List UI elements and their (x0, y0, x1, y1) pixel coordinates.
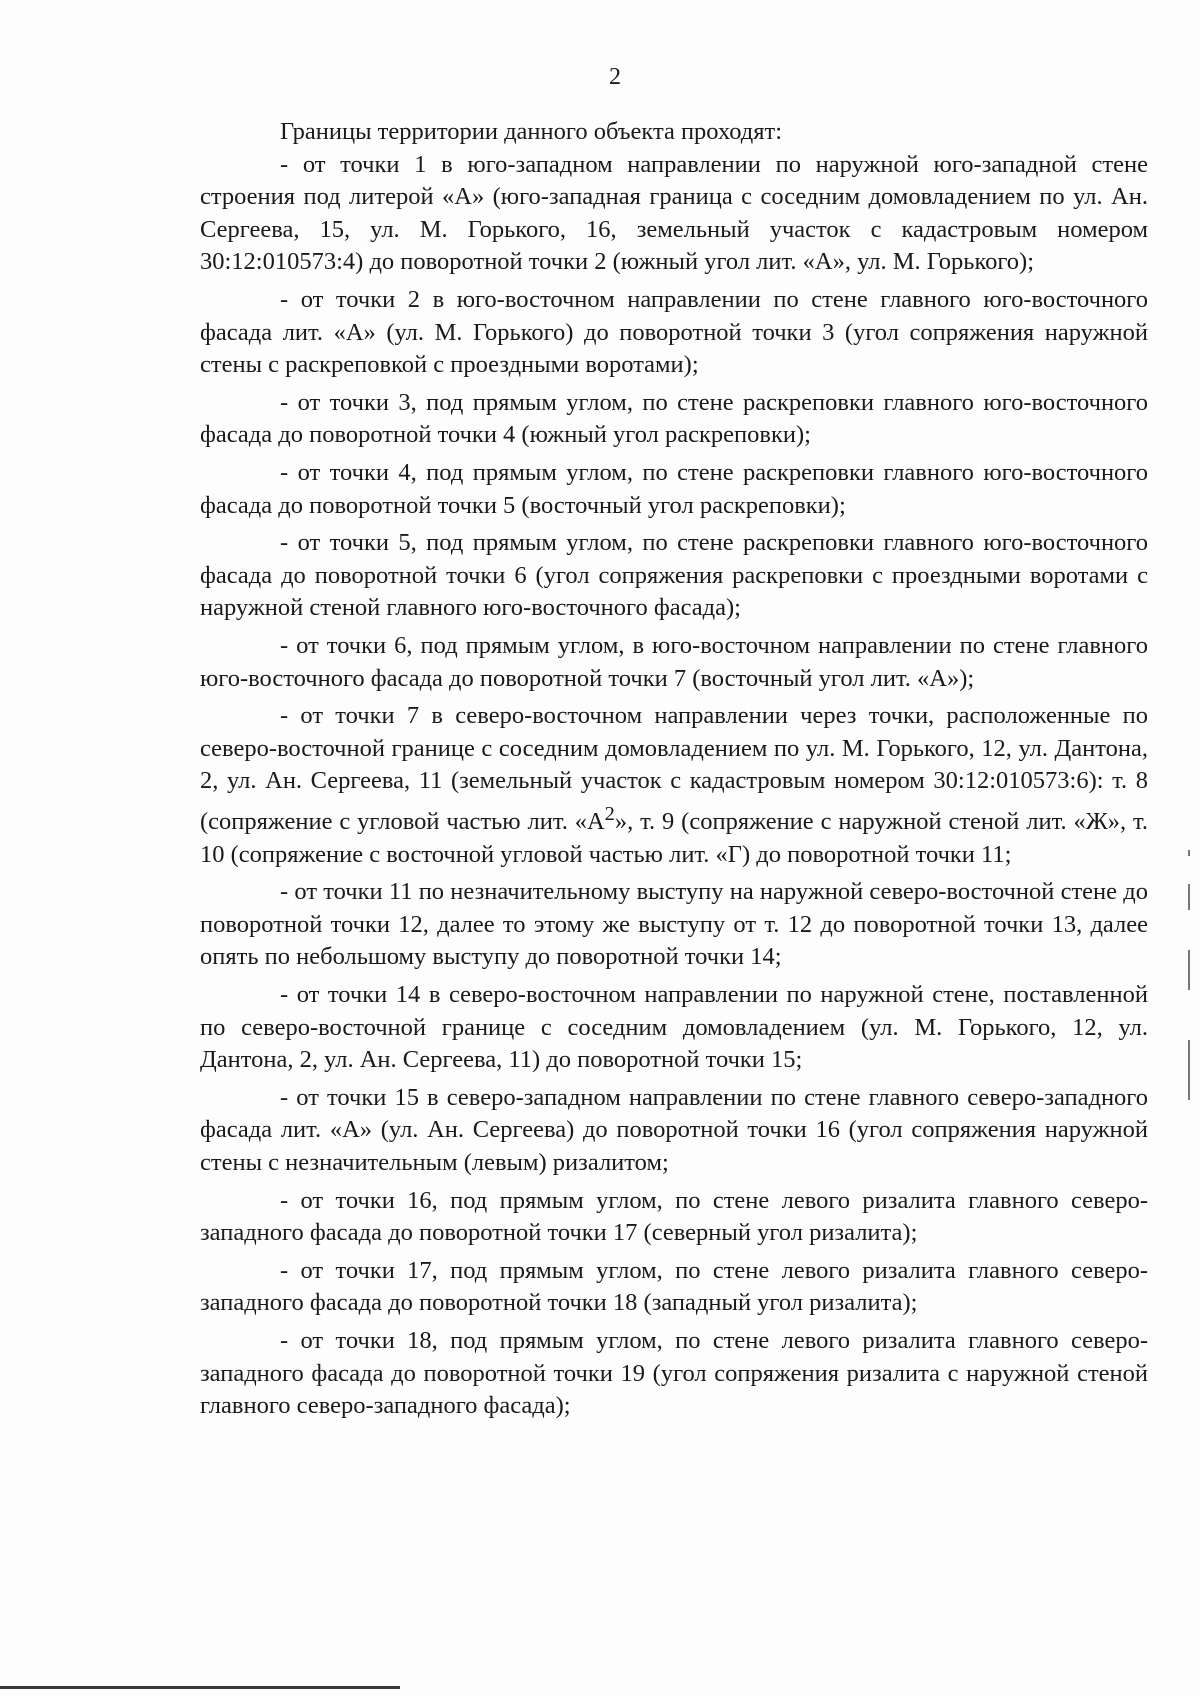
boundary-paragraph-4: - от точки 4, под прямым углом, по стене раскреповки главного юго-восточного фасада до поворотной точки 5 (восточный угол раскреповки); (200, 458, 1148, 519)
boundary-paragraph-7 (200, 700, 1148, 871)
superscript-2: 2 (604, 802, 615, 825)
scan-mark (1188, 884, 1190, 910)
boundary-paragraph-1: - от точки 1 в юго-западном направлении по наружной юго-западной стене строения под литерой «А» (юго-западная граница с соседним домовладением по ул. Ан. Сергеева, 15, ул. М. Горького, 16, земельный участок с кадастровым номером 30:12:010573:4) до поворотной точки 2 (южный угол лит. «А», ул. М. Горького); (200, 150, 1148, 276)
document-body (200, 116, 1148, 1428)
boundary-paragraph-5: - от точки 5, под прямым углом, по стене раскреповки главного юго-восточного фасада до поворотной точки 6 (угол сопряжения раскреповки с проездными воротами с наружной стеной главного юго-восточного фасада); (200, 529, 1148, 622)
scan-mark (1188, 1040, 1190, 1100)
scan-mark (1188, 950, 1190, 990)
boundary-paragraph-13: - от точки 18, под прямым углом, по стене левого ризалита главного северо-западного фасада до поворотной точки 19 (угол сопряжения ризалита с наружной стеной главного северо-западного фасада); (200, 1326, 1148, 1420)
boundary-paragraph-12: - от точки 17, под прямым углом, по стене левого ризалита главного северо-западного фасада до поворотной точки 18 (западный угол ризалита); (200, 1256, 1148, 1317)
boundary-paragraph-10: - от точки 15 в северо-западном направлении по стене главного северо-западного фасада лит. «А» (ул. Ан. Сергеева) до поворотной точки 16 (угол сопряжения наружной стены с незначительным (левым) ризалитом; (200, 1083, 1148, 1176)
boundary-paragraph-11: - от точки 16, под прямым углом, по стене левого ризалита главного северо-западного фасада до поворотной точки 17 (северный угол ризалита); (200, 1186, 1148, 1247)
scan-edge-marks (1188, 850, 1192, 1120)
scan-bottom-edge (0, 1686, 400, 1689)
page-number: 2 (609, 64, 621, 90)
intro-line: Границы территории данного объекта проходят: (280, 118, 783, 145)
paragraph-7-text-start: - от точки 7 в северо-восточном направлении через точки, расположенные по северо-восточной границе с соседним домовладением по ул. М. Горького, 12, ул. Дантона, 2, ул. Ан. Сергеева, 11 (земельный участок с кадастровым номером 30:12:010573:6): т. 8 (сопряжение с угловой частью лит. «А (200, 702, 1148, 836)
boundary-paragraph-8: - от точки 11 по незначительному выступу на наружной северо-восточной стене до поворотной точки 12, далее то этому же выступу от т. 12 до поворотной точки 13, далее опять по небольшому выступу до поворотной точки 14; (200, 878, 1148, 971)
boundary-paragraph-6: - от точки 6, под прямым углом, в юго-восточном направлении по стене главного юго-восточного фасада до поворотной точки 7 (восточный угол лит. «А»); (200, 631, 1148, 692)
boundary-paragraph-2: - от точки 2 в юго-восточном направлении по стене главного юго-восточного фасада лит. «А» (ул. М. Горького) до поворотной точки 3 (угол сопряжения наружной стены с раскреповкой с проездными воротами); (200, 285, 1148, 379)
scan-mark (1188, 850, 1190, 856)
paragraph-7-text-end: », т. 9 (сопряжение с наружной стеной лит. «Ж», т. 10 (сопряжение с восточной угловой частью лит. «Г) до поворотной точки 11; (200, 808, 1148, 868)
boundary-paragraph-9: - от точки 14 в северо-восточном направлении по наружной стене, поставленной по северо-восточной границе с соседним домовладением (ул. М. Горького, 12, ул. Дантона, 2, ул. Ан. Сергеева, 11) до поворотной точки 15; (200, 981, 1148, 1074)
boundary-paragraph-3: - от точки 3, под прямым углом, по стене раскреповки главного юго-восточного фасада до поворотной точки 4 (южный угол раскреповки); (200, 388, 1148, 449)
